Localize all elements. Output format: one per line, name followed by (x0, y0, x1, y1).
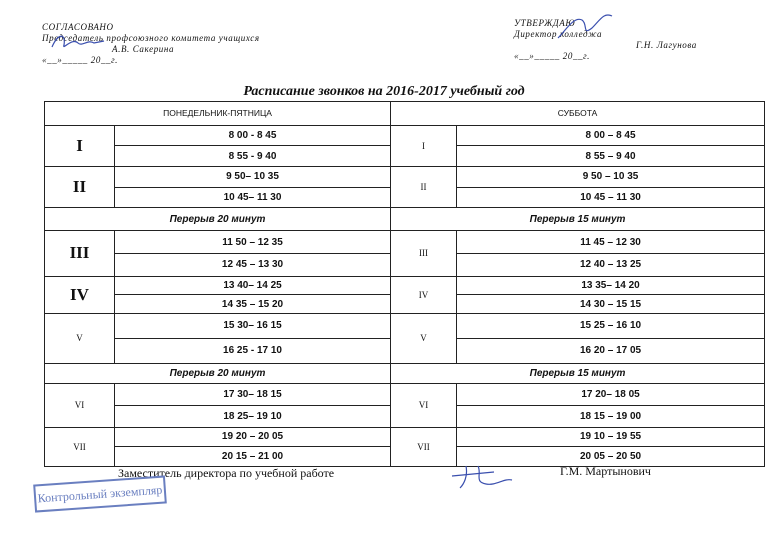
sat-pair-number: II (391, 167, 457, 208)
sat-time-cell: 20 05 – 20 50 (457, 447, 765, 467)
sat-time-cell: 12 40 – 13 25 (457, 253, 765, 276)
sat-time-cell: 8 00 – 8 45 (457, 125, 765, 146)
signature-footer (448, 462, 518, 490)
signature-right (552, 10, 622, 44)
sat-time-cell: 9 50 – 10 35 (457, 167, 765, 188)
header-weekday: ПОНЕДЕЛЬНИК-ПЯТНИЦА (45, 102, 391, 126)
time-cell: 10 45– 11 30 (115, 187, 391, 208)
sat-time-cell: 16 20 – 17 05 (457, 338, 765, 363)
sat-pair-number: III (391, 231, 457, 276)
signature-left (48, 31, 108, 53)
time-cell: 8 00 - 8 45 (115, 125, 391, 146)
approval-left-position: Председатель профсоюзного комитета учащихся (42, 33, 260, 43)
time-cell: 9 50– 10 35 (115, 167, 391, 188)
time-cell: 15 30– 16 15 (115, 313, 391, 338)
sat-time-cell: 13 35– 14 20 (457, 276, 765, 295)
sat-time-cell: 18 15 – 19 00 (457, 405, 765, 427)
time-cell: 8 55 - 9 40 (115, 146, 391, 167)
pair-number: VI (45, 384, 115, 427)
break-label: Перерыв 20 минут (45, 208, 391, 231)
sat-time-cell: 11 45 – 12 30 (457, 231, 765, 254)
footer-name: Г.М. Мартынович (560, 464, 651, 478)
break-label: Перерыв 20 минут (45, 363, 391, 384)
table-row (45, 313, 765, 338)
sat-time-cell: 19 10 – 19 55 (457, 427, 765, 447)
break-row (45, 363, 765, 384)
pair-number: VII (45, 427, 115, 466)
footer-position: Заместитель директора по учебной работе (118, 466, 335, 480)
time-cell: 14 35 – 15 20 (115, 295, 391, 314)
table-row (45, 125, 765, 146)
header-saturday: СУББОТА (391, 102, 765, 126)
table-row (45, 427, 765, 447)
time-cell: 11 50 – 12 35 (115, 231, 391, 254)
schedule-table (44, 101, 765, 467)
time-cell: 13 40– 14 25 (115, 276, 391, 295)
approval-left-heading: СОГЛАСОВАНО (42, 22, 114, 32)
sat-pair-number: VI (391, 384, 457, 427)
table-row (45, 231, 765, 254)
sat-time-cell: 10 45 – 11 30 (457, 187, 765, 208)
sat-break-label: Перерыв 15 минут (391, 208, 765, 231)
sat-break-label: Перерыв 15 минут (391, 363, 765, 384)
approval-left-date: «__»_____ 20__г. (42, 55, 118, 65)
pair-number: V (45, 313, 115, 363)
sat-time-cell: 17 20– 18 05 (457, 384, 765, 406)
approval-right-heading: УТВЕРЖДАЮ (514, 18, 576, 28)
table-header-row (45, 102, 765, 126)
table-row (45, 167, 765, 188)
approval-right-position: Директор колледжа (514, 29, 603, 39)
time-cell: 12 45 – 13 30 (115, 253, 391, 276)
sat-pair-number: VII (391, 427, 457, 466)
page-title: Расписание звонков на 2016-2017 учебный год (243, 84, 525, 99)
pair-number: I (45, 125, 115, 166)
time-cell: 16 25 - 17 10 (115, 338, 391, 363)
sat-pair-number: IV (391, 276, 457, 313)
sat-pair-number: V (391, 313, 457, 363)
pair-number: III (45, 231, 115, 276)
time-cell: 20 15 – 21 00 (115, 447, 391, 467)
sat-time-cell: 15 25 – 16 10 (457, 313, 765, 338)
time-cell: 18 25– 19 10 (115, 405, 391, 427)
control-copy-stamp: Контрольный экземпляр (33, 475, 167, 512)
table-row (45, 384, 765, 406)
approval-right-name: Г.Н. Лагунова (636, 40, 697, 50)
break-row (45, 208, 765, 231)
pair-number: IV (45, 276, 115, 313)
time-cell: 19 20 – 20 05 (115, 427, 391, 447)
sat-time-cell: 8 55 – 9 40 (457, 146, 765, 167)
pair-number: II (45, 167, 115, 208)
sat-pair-number: I (391, 125, 457, 166)
sat-time-cell: 14 30 – 15 15 (457, 295, 765, 314)
approval-right-date: «__»_____ 20__г. (514, 51, 590, 61)
table-row (45, 276, 765, 295)
time-cell: 17 30– 18 15 (115, 384, 391, 406)
approval-left-name: А.В. Сакерина (112, 44, 175, 54)
